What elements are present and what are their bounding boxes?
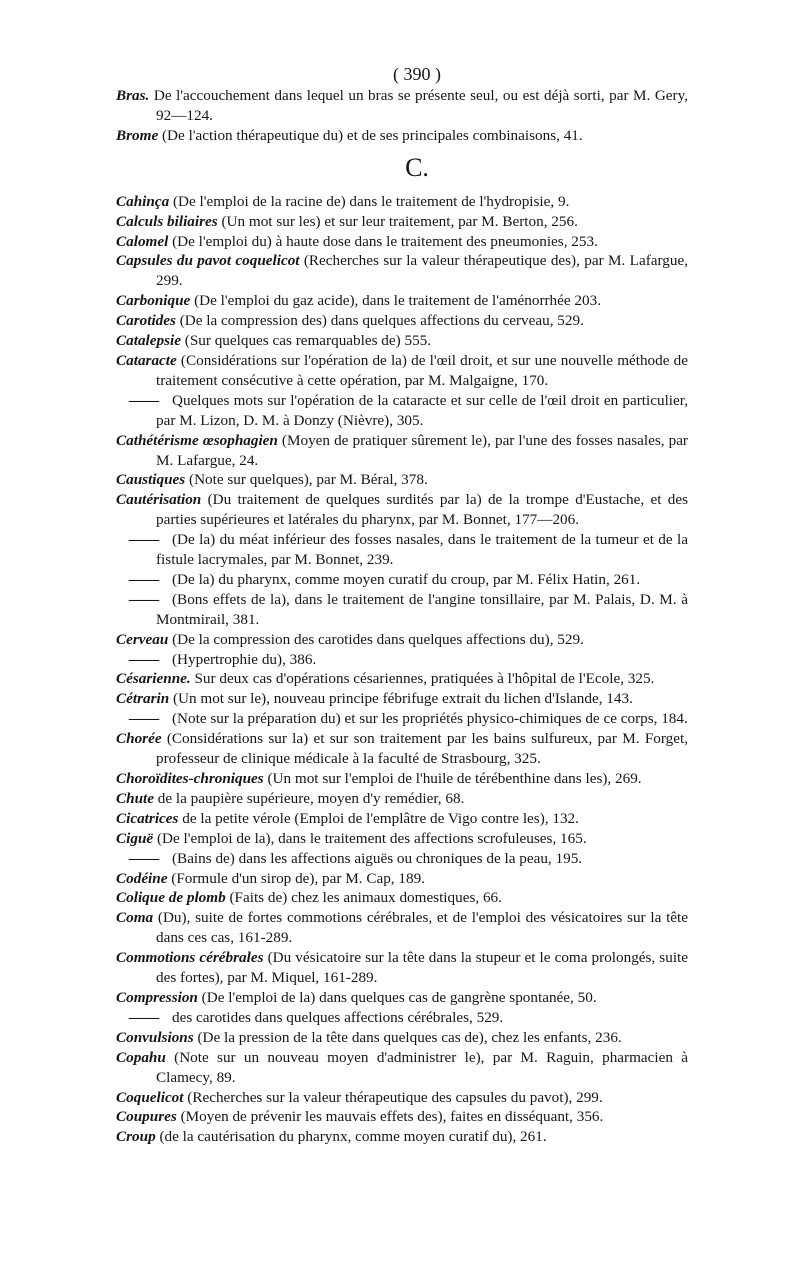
index-entry <box>116 1107 688 1127</box>
index-entry <box>116 729 688 769</box>
entry-term: Capsules du pavot coquelicot <box>116 252 300 270</box>
entry-term: Chute <box>116 789 154 807</box>
index-entry <box>116 490 688 530</box>
index-entry <box>116 948 688 988</box>
entry-term: Copahu <box>116 1048 166 1066</box>
entry-term: Catalepsie <box>116 332 181 350</box>
index-entry <box>116 789 688 809</box>
entry-term: Ciguë <box>116 829 154 847</box>
index-entry <box>116 86 688 126</box>
index-entry <box>116 988 688 1008</box>
index-entry <box>116 590 688 630</box>
entry-text: (Bons effets de la), dans le traitement de l'angine tonsillaire, par M. Palais, D. M. à Montmirail, 381. <box>156 590 688 628</box>
entry-text: (de la cautérisation du pharynx, comme moyen curatif du), 261. <box>155 1128 547 1146</box>
entry-text: de la paupière supérieure, moyen d'y remédier, 68. <box>153 789 465 807</box>
entry-term: Cerveau <box>116 630 169 648</box>
entry-text: des carotides dans quelques affections cérébrales, 529. <box>172 1008 504 1026</box>
entry-text: (Un mot sur l'emploi de l'huile de térébenthine dans les), 269. <box>263 770 642 787</box>
index-entry <box>116 232 688 252</box>
entry-term: Caustiques <box>116 471 186 489</box>
entry-text: (Du traitement de quelques surdités par la) de la trompe d'Eustache, et des parties supérieures et latérales du pharynx, par M. Bonnet, 177—206. <box>156 491 688 529</box>
index-entry <box>116 391 688 431</box>
entry-text: (De la) du méat inférieur des fosses nasales, dans le traitement de la tumeur et de la fistule lacrymales, par M. Bonnet, 239. <box>156 531 688 569</box>
index-entry <box>116 849 688 869</box>
entry-term: Compression <box>116 988 198 1006</box>
entry-text: (De l'emploi de la) dans quelques cas de gangrène spontanée, 50. <box>197 988 597 1006</box>
entry-term: Croup <box>116 1128 156 1146</box>
index-entry <box>116 1048 688 1088</box>
entry-term: Coquelicot <box>116 1088 184 1106</box>
index-entry <box>116 669 688 689</box>
entry-term: Choroïdites-chroniques <box>116 770 264 787</box>
entry-text: (De la pression de la tête dans quelques cas de), chez les enfants, 236. <box>193 1028 622 1046</box>
entry-text: (De l'emploi de la), dans le traitement des affections scrofuleuses, 165. <box>153 829 587 847</box>
index-entry <box>116 869 688 889</box>
index-entry <box>116 1088 688 1108</box>
entry-text: (Note sur quelques), par M. Béral, 378. <box>185 471 428 489</box>
index-entry <box>116 1127 688 1147</box>
entry-text: Sur deux cas d'opérations césariennes, pratiquées à l'hôpital de l'Ecole, 325. <box>190 670 655 688</box>
entry-text: de la petite vérole (Emploi de l'emplâtre de Vigo contre les), 132. <box>178 809 579 827</box>
index-entry <box>116 650 688 670</box>
entry-term: Cicatrices <box>116 809 179 827</box>
entry-text: (Moyen de prévenir les mauvais effets des), faites en disséquant, 356. <box>176 1108 604 1126</box>
entry-dash: —— <box>128 531 160 549</box>
entry-term: Calculs biliaires <box>116 212 218 230</box>
entry-term: Codéine <box>116 869 168 887</box>
entry-text: (Recherches sur la valeur thérapeutique des capsules du pavot), 299. <box>183 1088 603 1106</box>
entry-text: (Considérations sur l'opération de la) de l'œil droit, et sur une nouvelle méthode de traitement consécutive à cette opération, par M. Malgaigne, 170. <box>156 351 688 389</box>
entry-dash: —— <box>128 590 160 608</box>
index-entry <box>116 1028 688 1048</box>
entry-text: De l'accouchement dans lequel un bras se présente seul, ou est déjà sorti, par M. Gery, 92—124. <box>149 87 688 124</box>
index-entry <box>116 709 688 729</box>
index-entry <box>116 888 688 908</box>
index-entry <box>116 530 688 570</box>
entry-term: Cétrarin <box>116 690 170 708</box>
entry-text: (De l'emploi du) à haute dose dans le traitement des pneumonies, 253. <box>168 232 598 250</box>
entry-text: (Formule d'un sirop de), par M. Cap, 189. <box>167 869 425 887</box>
entry-text: (Du), suite de fortes commotions cérébrales, et de l'emploi des vésicatoires sur la tête dans ces cas, 161-289. <box>153 909 688 947</box>
entry-text: (Hypertrophie du), 386. <box>172 650 317 668</box>
entry-term: Coma <box>116 909 154 927</box>
entry-dash: —— <box>128 391 160 409</box>
index-entry <box>116 769 688 789</box>
index-entry <box>116 570 688 590</box>
entry-term: Carbonique <box>116 292 191 310</box>
entry-term: Colique de plomb <box>116 889 226 907</box>
index-entry <box>116 431 688 471</box>
entry-dash: —— <box>128 710 160 728</box>
index-entry <box>116 126 688 146</box>
entry-term: Bras. <box>116 87 150 104</box>
entry-text: (Du vésicatoire sur la tête dans la stupeur et le coma prolongés, suite des fortes), par M. Miquel, 161-289. <box>156 949 688 987</box>
entry-text: (Un mot sur les) et sur leur traitement, par M. Berton, 256. <box>217 212 578 230</box>
index-entry <box>116 689 688 709</box>
entry-text: (De l'action thérapeutique du) et de ses principales combinaisons, 41. <box>158 126 583 144</box>
entry-term: Convulsions <box>116 1028 194 1046</box>
page-number: ( 390 ) <box>393 64 441 84</box>
index-entry <box>116 311 688 331</box>
entry-dash: —— <box>128 650 160 668</box>
entry-dash: —— <box>128 1008 160 1026</box>
index-entry <box>116 829 688 849</box>
entry-term: Brome <box>116 126 159 144</box>
index-entry <box>116 212 688 232</box>
section-letter: C. <box>405 152 429 182</box>
book-page <box>116 62 688 1147</box>
entry-text: (De la compression des carotides dans quelques affections du), 529. <box>168 630 584 648</box>
index-entry <box>116 192 688 212</box>
entry-text: (Considérations sur la) et sur son traitement par les bains sulfureux, par M. Forget, professeur de clinique médicale à la faculté de Strasbourg, 325. <box>156 730 688 768</box>
entry-text: (De la) du pharynx, comme moyen curatif du croup, par M. Félix Hatin, 261. <box>172 570 641 588</box>
entry-term: Commotions cérébrales <box>116 949 264 967</box>
index-entry <box>116 630 688 650</box>
index-entry <box>116 470 688 490</box>
entry-text: (Faits de) chez les animaux domestiques, 66. <box>225 889 502 907</box>
entry-term: Cautérisation <box>116 491 202 509</box>
entry-term: Calomel <box>116 232 169 250</box>
entry-term: Cataracte <box>116 351 177 369</box>
entry-term: Carotides <box>116 312 176 330</box>
index-entry <box>116 351 688 391</box>
entry-term: Cathétérisme œsophagien <box>116 431 278 449</box>
index-entry <box>116 331 688 351</box>
index-entry <box>116 251 688 291</box>
entry-term: Cahinça <box>116 192 170 210</box>
entry-text: Quelques mots sur l'opération de la cataracte et sur celle de l'œil droit en particulier, par M. Lizon, D. M. à Donzy (Nièvre), 305. <box>156 391 688 429</box>
entry-dash: —— <box>128 570 160 588</box>
entry-term: Coupures <box>116 1108 177 1126</box>
entry-dash: —— <box>128 849 160 867</box>
entry-text: (Bains de) dans les affections aiguës ou chroniques de la peau, 195. <box>172 849 583 867</box>
entry-text: (Recherches sur la valeur thérapeutique des), par M. Lafargue, 299. <box>156 252 688 290</box>
entry-text: (Note sur un nouveau moyen d'administrer le), par M. Raguin, pharmacien à Clamecy, 89. <box>156 1048 688 1086</box>
index-entry <box>116 809 688 829</box>
index-entry <box>116 291 688 311</box>
entry-text: (Moyen de pratiquer sûrement le), par l'une des fosses nasales, par M. Lafargue, 24. <box>156 431 688 469</box>
entry-term: Chorée <box>116 730 162 748</box>
entries-c <box>116 192 688 1148</box>
entry-text: (De l'emploi du gaz acide), dans le traitement de l'aménorrhée 203. <box>190 292 602 310</box>
entry-term: Césarienne. <box>116 670 191 688</box>
entry-text: (Un mot sur le), nouveau principe fébrifuge extrait du lichen d'Islande, 143. <box>169 690 633 708</box>
entry-text: (De l'emploi de la racine de) dans le traitement de l'hydropisie, 9. <box>169 192 570 210</box>
entry-text: (Sur quelques cas remarquables de) 555. <box>180 332 432 350</box>
entry-text: (Note sur la préparation du) et sur les propriétés physico-chimiques de ce corps, 184. <box>172 710 688 728</box>
entry-text: (De la compression des) dans quelques affections du cerveau, 529. <box>175 312 584 330</box>
entries-b <box>116 86 688 146</box>
index-entry <box>116 1008 688 1028</box>
index-entry <box>116 908 688 948</box>
